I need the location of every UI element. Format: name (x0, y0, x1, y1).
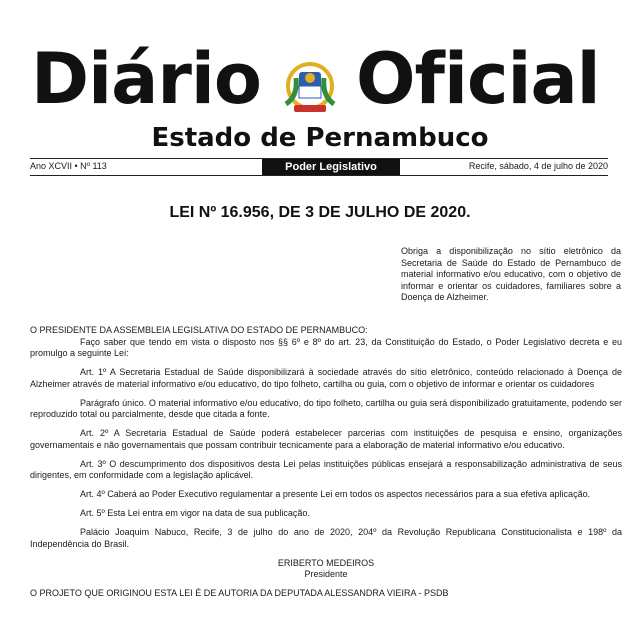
edition-date: Recife, sábado, 4 de julho de 2020 (468, 161, 608, 171)
signer-role: Presidente (304, 569, 348, 579)
edition-number: Ano XCVII • Nº 113 (30, 161, 107, 171)
pernambuco-coat-of-arms-icon (278, 56, 342, 120)
footer-note: O PROJETO QUE ORIGINOU ESTA LEI É DE AUTORIA DA DEPUTADA ALESSANDRA VIEIRA - PSDB (30, 588, 449, 598)
masthead-title-right: Oficial (356, 38, 600, 120)
preamble-text: Faço saber que tendo em vista o disposto nos §§ 6º e 8º do art. 23, da Constituição do Estado, o Poder Legislativo decreta e eu promulgo a seguinte Lei: (30, 336, 622, 358)
masthead-title-left: Diário (31, 38, 261, 120)
preamble-heading: O PRESIDENTE DA ASSEMBLEIA LEGISLATIVA DO ESTADO DE PERNAMBUCO: (30, 325, 368, 335)
signer-name: ERIBERTO MEDEIROS (277, 557, 375, 568)
edition-bar (30, 158, 608, 176)
masthead (0, 30, 640, 153)
article-4: Art. 4º Caberá ao Poder Executivo regulamentar a presente Lei em todos os aspectos necessários para a sua efetiva aplicação. (80, 489, 591, 499)
article-1-paragraph: Parágrafo único. O material informativo e/ou educativo, do tipo folheto, cartilha ou guia será disponibilizado gratuitamente, podendo ser reproduzido total ou parcialmente, desde que citada a fonte. (30, 397, 622, 419)
article-1: Art. 1º A Secretaria Estadual de Saúde disponibilizará à sociedade através do sítio eletrônico, conteúdo relacionado à Doença de Alzheimer através de material informativo e/ou educativo, do tipo folheto, cartilha ou guia, com o objetivo de informar e orientar os cuidadores (30, 367, 622, 389)
article-2: Art. 2º A Secretaria Estadual de Saúde poderá estabelecer parcerias com instituições de pesquisa e ensino, organizações governamentais e não governamentais que possam contribuir tecnicamente para a elaboração de material informativo e/ou educativo. (30, 428, 622, 450)
law-body (30, 325, 622, 600)
closing-text: Palácio Joaquim Nabuco, Recife, 3 de julho do ano de 2020, 204º da Revolução Republicana Constitucionalista e 198º da Independência do Brasil. (30, 527, 622, 549)
masthead-subtitle: Estado de Pernambuco (151, 123, 489, 153)
section-badge: Poder Legislativo (262, 159, 400, 175)
law-ementa: Obriga a disponibilização no sítio eletrônico da Secretaria de Saúde do Estado de Pernambuco de material informativo e/ou educativo, com o objetivo de informar e orientar os cuidadores, familiares sobre a Doença de Alzheimer. (401, 246, 621, 302)
article-3: Art. 3º O descumprimento dos dispositivos desta Lei pelas instituições públicas ensejará a responsabilização administrativa de seus dirigentes, em conformidade com a legislação aplicável. (30, 458, 622, 480)
article-5: Art. 5º Esta Lei entra em vigor na data de sua publicação. (80, 508, 310, 518)
law-title: LEI Nº 16.956, DE 3 DE JULHO DE 2020. (169, 204, 471, 221)
